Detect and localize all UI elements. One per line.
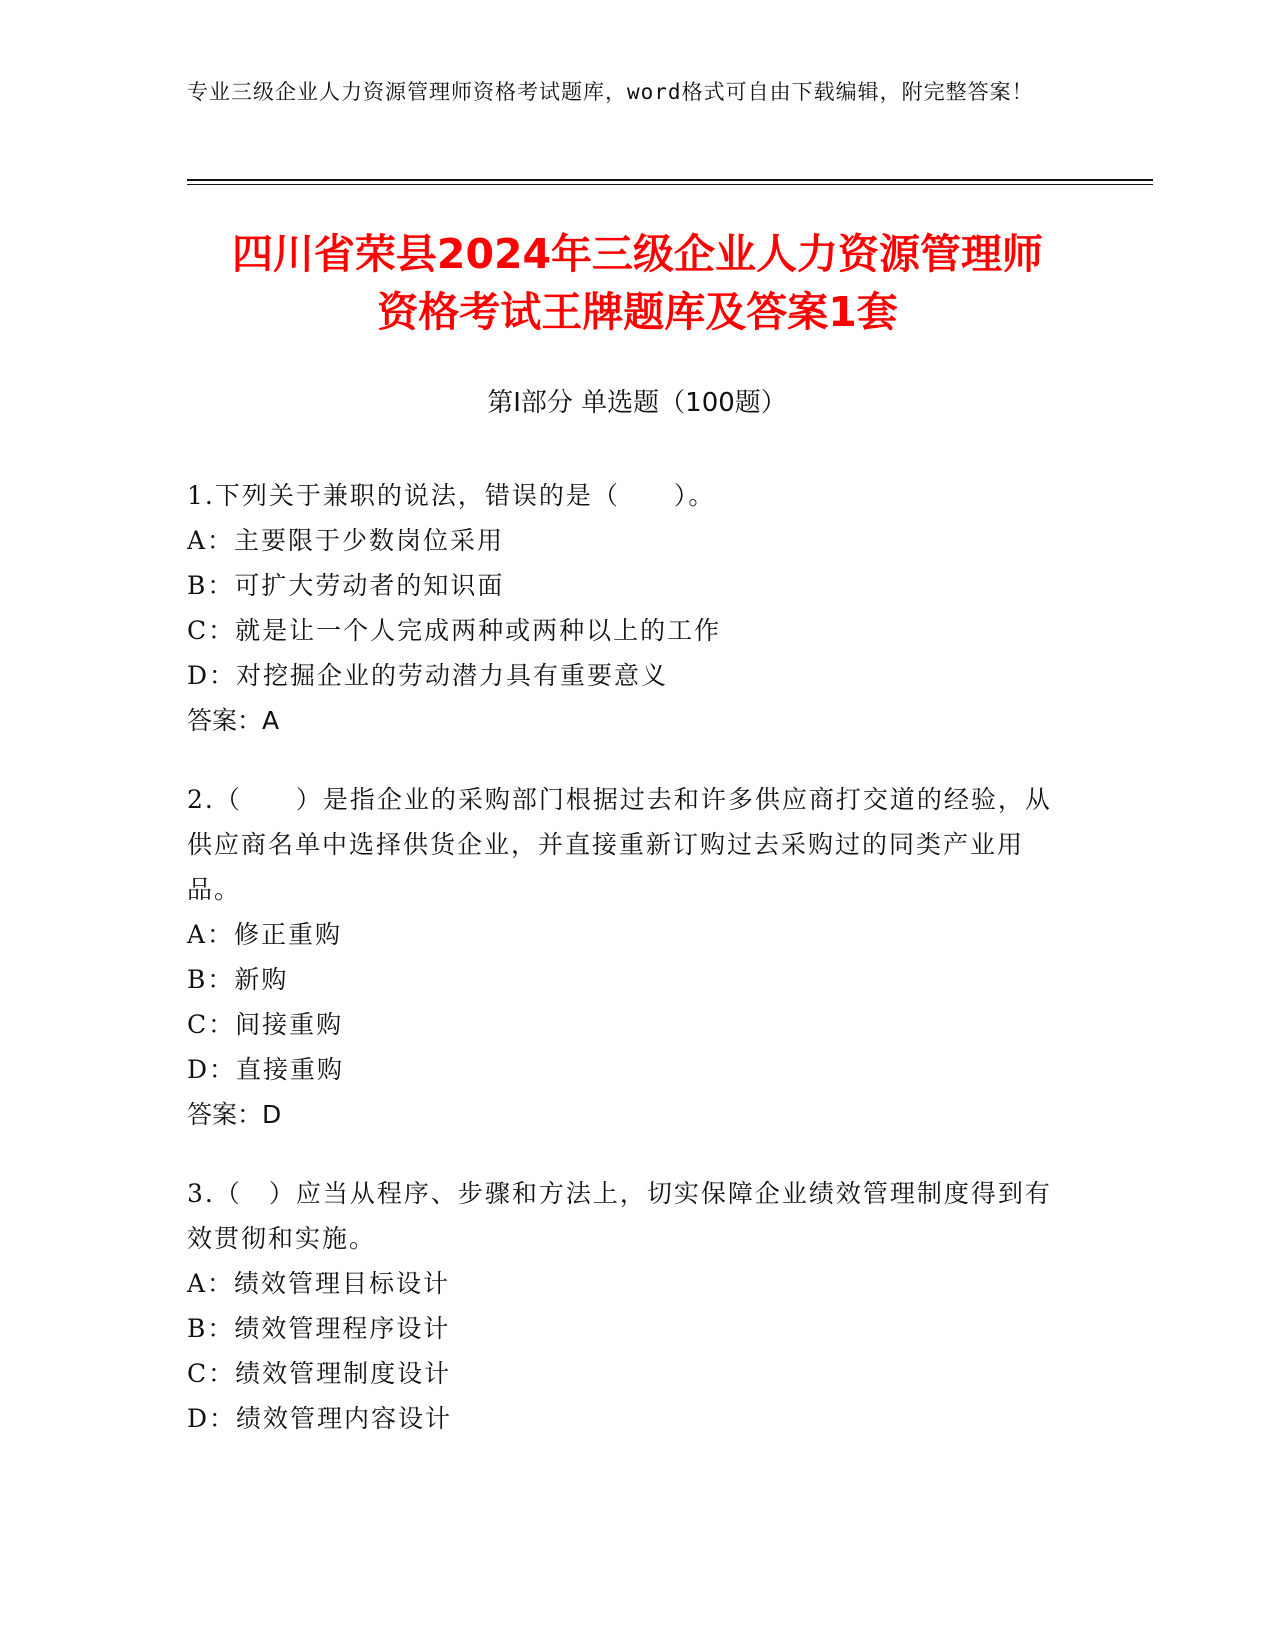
question-answer: 答案：A — [187, 706, 280, 735]
header-rule-thin — [187, 184, 1153, 185]
header-rule-thick — [187, 179, 1153, 181]
question-item — [187, 777, 1067, 1137]
section-title: 第I部分 单选题（100题） — [487, 388, 787, 418]
header-note: 专业三级企业人力资源管理师资格考试题库，word格式可自由下载编辑，附完整答案！ — [187, 80, 1034, 104]
question-option-b: B：绩效管理程序设计 — [187, 1314, 451, 1343]
question-option-d: D：绩效管理内容设计 — [187, 1404, 453, 1433]
question-option-b: B：可扩大劳动者的知识面 — [187, 571, 505, 600]
question-answer: 答案：D — [187, 1100, 282, 1129]
question-stem: 1.下列关于兼职的说法，错误的是（ ）。 — [187, 481, 716, 510]
question-option-a: A：修正重购 — [187, 920, 343, 949]
question-stem: 2.（ ）是指企业的采购部门根据过去和许多供应商打交道的经验，从供应商名单中选择供货企业，并直接重新订购过去采购过的同类产业用品。 — [187, 785, 1052, 904]
question-option-b: B：新购 — [187, 965, 289, 994]
question-item — [187, 473, 1067, 743]
question-option-c: C：绩效管理制度设计 — [187, 1359, 452, 1388]
question-list — [187, 473, 1067, 1475]
question-option-a: A：主要限于少数岗位采用 — [187, 526, 505, 555]
document-title-line-2: 资格考试王牌题库及答案1套 — [377, 288, 898, 336]
document-title-line-1: 四川省荣县2024年三级企业人力资源管理师 — [231, 230, 1044, 278]
question-option-a: A：绩效管理目标设计 — [187, 1269, 451, 1298]
question-item — [187, 1171, 1067, 1441]
question-option-c: C：间接重购 — [187, 1010, 344, 1039]
question-option-d: D：对挖掘企业的劳动潜力具有重要意义 — [187, 661, 669, 690]
document-title — [140, 225, 1135, 341]
question-option-d: D：直接重购 — [187, 1055, 345, 1084]
question-stem: 3.（ ）应当从程序、步骤和方法上，切实保障企业绩效管理制度得到有效贯彻和实施。 — [187, 1179, 1052, 1253]
question-option-c: C：就是让一个人完成两种或两种以上的工作 — [187, 616, 722, 645]
